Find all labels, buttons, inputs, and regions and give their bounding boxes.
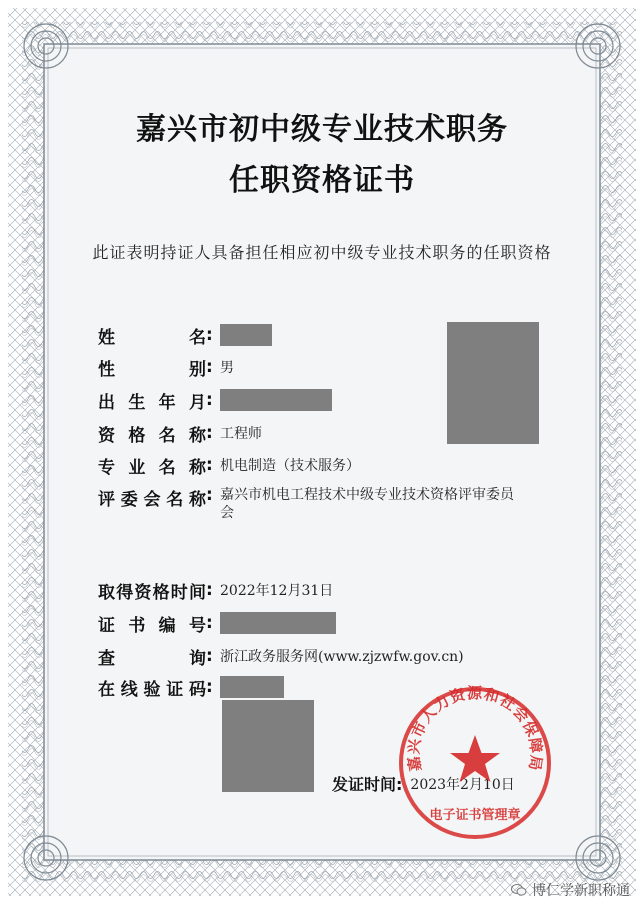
field-committee: 评 委 会 名 称 : 嘉兴市机电工程技术中级专业技术资格评审委员 会 (98, 485, 514, 521)
label-char: 称 (188, 457, 206, 478)
seal-arc-text: 嘉兴市人力资源和社会保障局 (404, 684, 546, 773)
redacted-name (220, 324, 272, 346)
redacted-qr-code (222, 700, 314, 792)
watermark (511, 880, 630, 900)
certificate-title-line1: 嘉兴市初中级专业技术职务 (136, 112, 508, 147)
label-char: 查 (98, 648, 115, 669)
label-char: 名 (158, 457, 176, 478)
label-char: 评 (98, 490, 115, 510)
label-char: 称 (188, 425, 206, 446)
field-obtain-date: 取 得 资 格 时 间 : 2022年12月31日 (98, 578, 333, 602)
field-name: 姓 名 : (98, 323, 272, 347)
label-char: 间 (188, 582, 206, 603)
redacted-cert-number (220, 612, 336, 634)
label-char: 委 (120, 490, 138, 510)
issue-date-label: 发证时间: (332, 775, 403, 794)
label-char: 会 (143, 490, 161, 510)
field-label (98, 644, 206, 669)
label-char: 年 (158, 392, 176, 413)
field-query: 查 询 : 浙江政务服务网(www.zjzwfw.gov.cn) (98, 644, 464, 668)
field-label (98, 611, 206, 636)
label-char: 性 (98, 359, 115, 380)
field-birth: 出 生 年 月 : (98, 388, 332, 412)
label-char: 出 (98, 392, 115, 413)
wechat-icon (511, 884, 527, 896)
label-char: 得 (116, 582, 134, 603)
redacted-verify-code (220, 676, 284, 698)
label-char: 在 (98, 679, 115, 700)
label-char: 专 (98, 457, 115, 478)
field-value: 机电制造（技术服务） (220, 458, 360, 474)
field-value: 男 (220, 360, 234, 376)
label-char: 业 (128, 457, 146, 478)
field-specialty: 专 业 名 称 : 机电制造（技术服务） (98, 453, 360, 477)
field-cert-number: 证 书 编 号 : (98, 611, 336, 635)
label-char: 码 (189, 679, 206, 700)
label-char: 名 (166, 490, 184, 510)
field-label (98, 453, 206, 478)
label-char: 名 (158, 425, 176, 446)
label-char: 线 (120, 679, 138, 700)
issue-date-value: 2023年2月10日 (410, 776, 515, 793)
label-char: 时 (170, 582, 188, 603)
field-value-line2: 会 (220, 505, 234, 521)
label-char: 编 (158, 615, 176, 636)
field-value: 2022年12月31日 (220, 583, 334, 599)
label-char: 格 (128, 425, 146, 446)
label-char: 称 (189, 490, 206, 510)
certificate-subtitle: 此证表明持证人具备担任相应初中级专业技术职务的任职资格 (92, 243, 552, 262)
label-char: 号 (188, 615, 206, 636)
field-label (98, 675, 206, 700)
seal-star-icon (450, 735, 500, 782)
redacted-birth (220, 389, 332, 411)
field-value: 工程师 (220, 426, 262, 442)
field-gender: 性 别 : 男 (98, 355, 234, 379)
redacted-photo (447, 322, 539, 444)
field-label (98, 388, 206, 413)
label-char: 资 (98, 425, 115, 446)
certificate-title-line2: 任职资格证书 (229, 163, 415, 198)
label-char: 证 (166, 679, 184, 700)
label-char: 生 (128, 392, 146, 413)
label-char: 姓 (98, 327, 115, 348)
label-char: 书 (128, 615, 146, 636)
label-char: 名 (189, 327, 206, 348)
label-char: 证 (98, 615, 115, 636)
field-qualification: 资 格 名 称 : 工程师 (98, 421, 262, 445)
field-label (98, 485, 206, 510)
seal-bottom-text: 电子证书管理章 (429, 808, 521, 823)
field-label (98, 578, 206, 603)
field-label (98, 323, 206, 348)
label-char: 验 (143, 679, 161, 700)
label-char: 取 (98, 582, 115, 603)
label-char: 别 (189, 359, 206, 380)
watermark-text: 博仁学新职称通 (532, 883, 630, 899)
label-char: 询 (189, 648, 206, 669)
field-label (98, 355, 206, 380)
official-seal (395, 683, 555, 843)
field-label (98, 421, 206, 446)
field-verify-code: 在 线 验 证 码 : (98, 675, 284, 699)
label-char: 资 (134, 582, 152, 603)
field-value-line1: 嘉兴市机电工程技术中级专业技术资格评审委员 (220, 487, 514, 503)
field-value: 浙江政务服务网(www.zjzwfw.gov.cn) (220, 649, 464, 665)
label-char: 格 (152, 582, 170, 603)
label-char: 月 (188, 392, 206, 413)
